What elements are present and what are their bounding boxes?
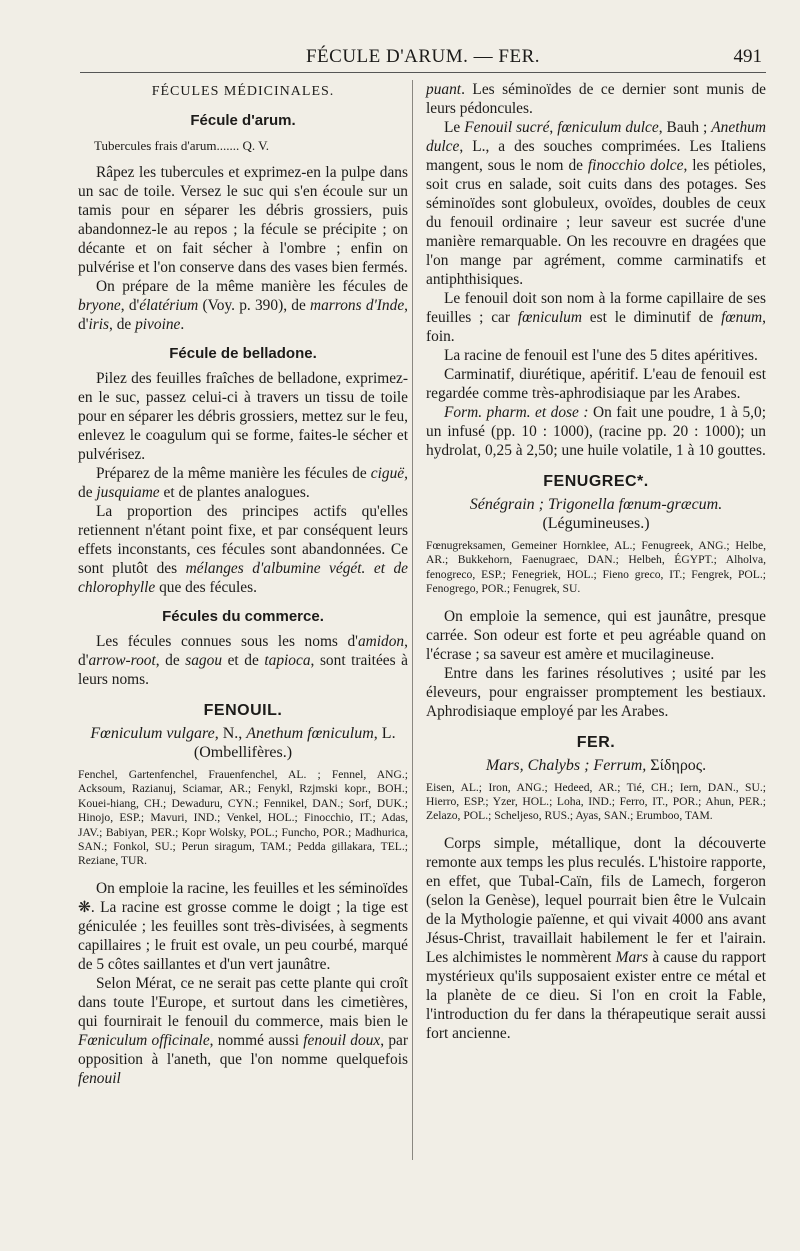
heading-fenugrec: FENUGREC*.	[543, 473, 649, 490]
paragraph: Le Fenouil sucré, fœniculum dulce, Bauh ; Anethum dulce, L., a des souches comprimées. Les Italiens mangent, sous le nom de finocchio dolce, les pétioles, soit crus en salade, soit cuits dans des potages. Ses séminoïdes sont globuleux, ovoïdes, doubles de ceux du fenouil ordinaire ; leur saveur est sucrée d'une manière remarquable. On les recouvre en dragées que l'on mange par agrément, comme carminatifs et antiphthisiques.	[426, 119, 766, 288]
page-number: 491	[733, 46, 762, 67]
section-heading-medicinal: FÉCULES MÉDICINALES.	[151, 84, 335, 99]
paragraph: Selon Mérat, ce ne serait pas cette plante qui croît dans toute l'Europe, et surtout dans les cimetières, qui fournirait le fenouil du commerce, mais bien le Fœniculum officinale, nommé aussi fenouil doux, par opposition à l'aneth, que l'on nomme quelquefois fenouil	[78, 974, 408, 1087]
right-column	[426, 80, 766, 1043]
paragraph: Pilez des feuilles fraîches de belladone, exprimez-en le suc, passez celui-ci à travers un tissu de toile pour en séparer les débris grossiers, mettez sur le feu, enlevez le coagulum qui se forme, faites-le sécher et pulvérisez.	[78, 370, 408, 463]
paragraph: Râpez les tubercules et exprimez-en la pulpe dans un sac de toile. Versez le suc qui s'en écoule sur un tamis pour en séparer les débris grossiers, puis abandonnez-le au repos ; la fécule se précipite ; on décante et on fait sécher à l'ombre ; enfin on pulvérise et l'on conserve dans des vases bien fermés.	[78, 164, 408, 276]
heading-fer: FER.	[576, 733, 616, 751]
column-divider	[412, 80, 413, 1160]
running-title: FÉCULE D'ARUM. — FER.	[305, 46, 541, 67]
vernacular-names: Fenchel, Gartenfenchel, Frauenfenchel, AL. ; Fennel, ANG.; Acksoum, Razianuj, Sciamar, AR.; Fenykl, Rzjmski kopr., BOH.; Kouei-hiang, CH.; Dewaduru, CYN.; Fennikel, DAN.; Sorf, DUK.; Hinojo, ESP.; Mavuri, IND.; Venkel, HOL.; Finocchio, IT.; Adas, JAV.; Babiyan, PER.; Kopr Wolsky, POL.; Funcho, POR.; Madhurica, SAN.; Fonkol, SU.; Perun siragum, TAM.; Pedda gillakara, TEL.; Reziane, TUR.	[78, 768, 408, 868]
paragraph: On emploie la semence, qui est jaunâtre, presque carrée. Son odeur est forte et peu agréable quand on l'écrase ; sa saveur est amère et mucilagineuse.	[426, 607, 766, 663]
paragraph: La racine de fenouil est l'une des 5 dites apéritives.	[444, 347, 758, 364]
vernacular-names: Fœnugreksamen, Gemeiner Hornklee, AL.; Fenugreek, ANG.; Helbe, AR.; Bukkehorn, Faenugraec, DAN.; Helbeh, ÉGYPT.; Alholva, fenogreco, ESP.; Fenegriek, HOL.; Fieno greco, IT.; Fengrek, POL.; Fenogrego, POR.; Fenugrek, SU.	[426, 539, 766, 596]
synonym-line: Mars, Chalybs ; Ferrum, Σίδηρος.	[485, 756, 707, 774]
paragraph: Préparez de la même manière les fécules de ciguë, de jusquiame et de plantes analogues.	[78, 465, 408, 501]
paragraph: On prépare de la même manière les fécules de bryone, d'élatérium (Voy. p. 390), de marrons d'Inde, d'iris, de pivoine.	[78, 278, 409, 333]
paragraph: La proportion des principes actifs qu'elles retiennent n'étant point fixe, et par conséquent leurs effets inconstants, ces fécules sont abandonnées. Ce sont plutôt des mélanges d'albumine végét. et de chlorophylle que des fécules.	[78, 503, 408, 596]
paragraph: Entre dans les farines résolutives ; usité par les éleveurs, pour engraisser promptement les bestiaux. Aphrodisiaque employé par les Arabes.	[426, 664, 766, 720]
heading-fecule-arum: Fécule d'arum.	[190, 112, 296, 129]
vernacular-names: Eisen, AL.; Iron, ANG.; Hedeed, AR.; Tié, CH.; Iern, DAN., SU.; Hierro, ESP.; Yzer, HOL.; Loha, IND.; Ferro, IT., POR.; Ahun, PER.; Zelazo, POL.; Scheljeso, RUS.; Ayas, SAN.; Erumboo, TAM.	[426, 780, 766, 823]
paragraph: Carminatif, diurétique, apéritif. L'eau de fenouil est regardée comme très-aphrodisiaque par les Arabes.	[426, 366, 766, 402]
paragraph: On emploie la racine, les feuilles et les séminoïdes ❋. La racine est grosse comme le doigt ; la tige est géniculée ; les feuilles sont très-divisées, à segments capillaires ; le fruit est ovale, un peu courbé, marqué de 5 côtes saillantes et d'un vert jaunâtre.	[78, 879, 408, 973]
paragraph: Les fécules connues sous les noms d'amidon, d'arrow-root, de sagou et de tapioca, sont traitées à leurs noms.	[78, 633, 408, 688]
left-column	[78, 80, 408, 1088]
synonym-line: Sénégrain ; Trigonella fœnum-græcum. (Légumineuses.)	[469, 496, 723, 532]
synonym-line: Fœniculum vulgare, N., Anethum fœniculum, L. (Ombellifères.)	[90, 725, 396, 761]
paragraph: Le fenouil doit son nom à la forme capillaire de ses feuilles ; car fœniculum est le diminutif de fœnum, foin.	[426, 290, 766, 345]
recipe-line: Tubercules frais d'arum....... Q. V.	[94, 138, 270, 153]
paragraph: Corps simple, métallique, dont la découverte remonte aux temps les plus reculés. L'histoire rapporte, en effet, que Tubal-Caïn, fils de Lamech, forgeron (selon la Genèse), lequel pourrait bien être le Vulcain de la Mythologie païenne, et qui vivait 4000 ans avant Jésus-Christ, travaillait habilement le fer et l'airain. Les alchimistes le nommèrent Mars à cause du rapport mystérieux qu'ils supposaient exister entre ce métal et la planète de ce dieu. Si l'on en croit la Fable, l'introduction du fer dans la thérapeutique serait aussi fort ancienne.	[426, 834, 766, 1042]
paragraph: Form. pharm. et dose : On fait une poudre, 1 à 5,0; un infusé (pp. 10 : 1000), (racine pp. 20 : 1000); un hydrolat, 0,25 à 2,50; une huile volatile, 1 à 10 gouttes.	[426, 404, 767, 459]
paragraph: puant. Les séminoïdes de ce dernier sont munis de leurs pédoncules.	[426, 81, 766, 117]
heading-fenouil: FENOUIL.	[203, 702, 283, 719]
page-header	[80, 46, 766, 73]
heading-fecule-belladone: Fécule de belladone.	[169, 345, 317, 362]
heading-fecules-commerce: Fécules du commerce.	[162, 608, 324, 625]
